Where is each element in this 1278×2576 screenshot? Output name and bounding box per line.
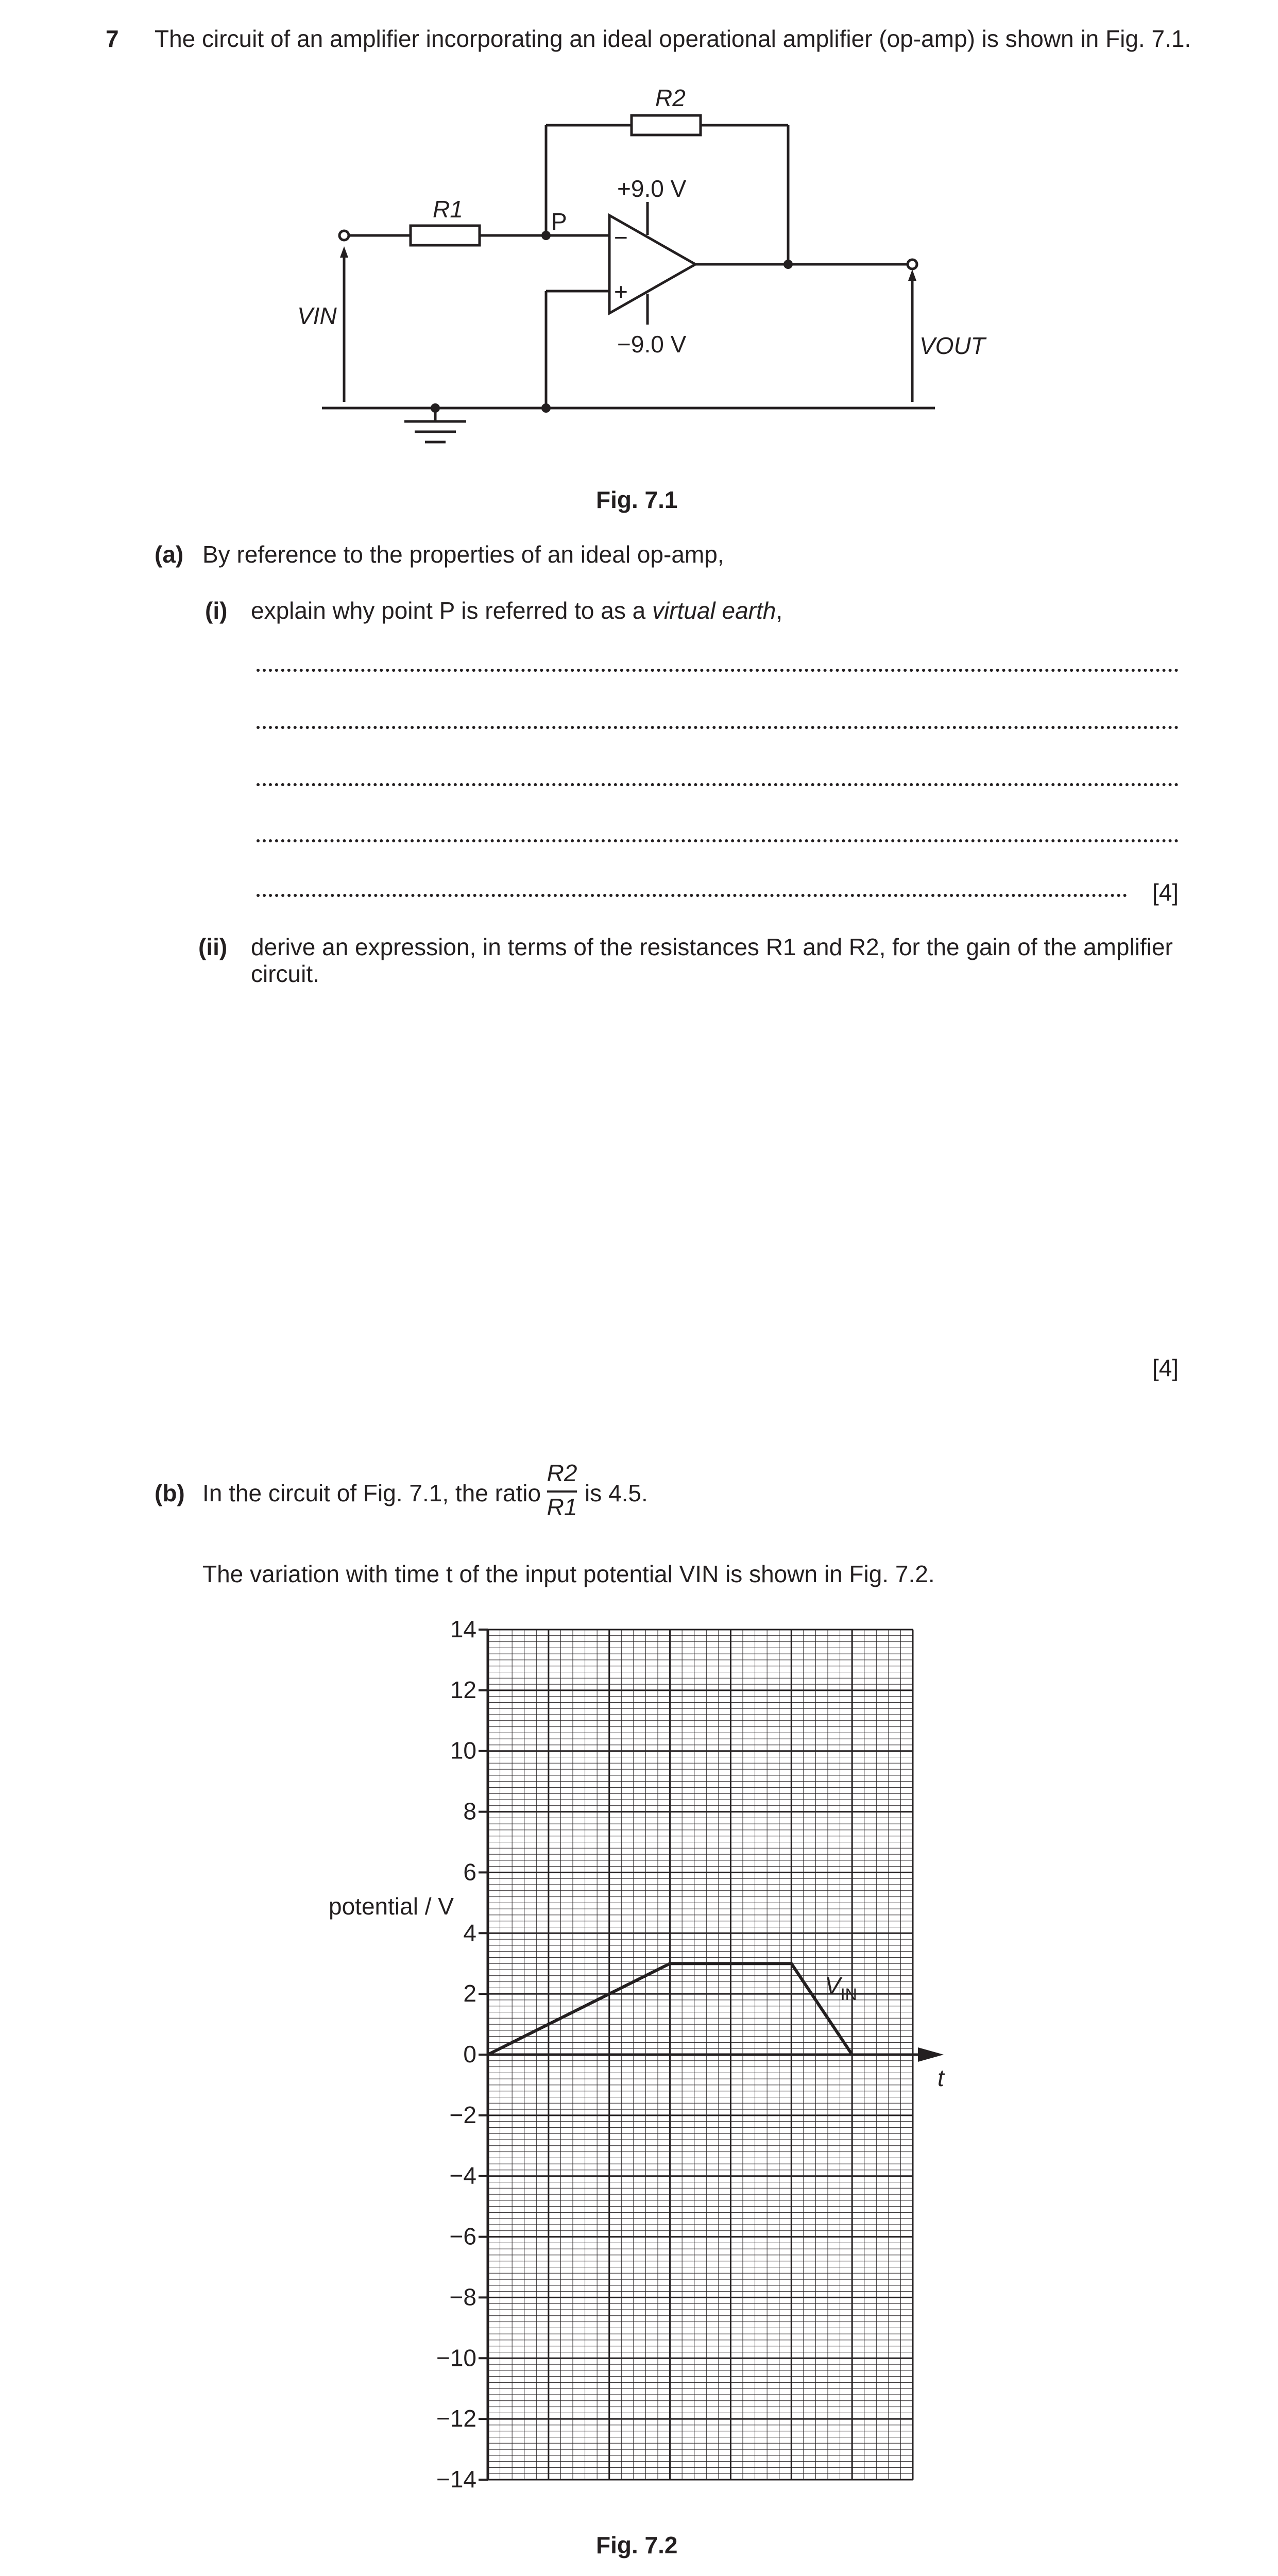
y-tick-label: 10	[450, 1737, 476, 1764]
vminus-label: −9.0 V	[617, 331, 687, 358]
y-tick-label: −2	[449, 2101, 476, 2128]
marks-a-ii: [4]	[1152, 1354, 1179, 1381]
y-tick-label: 14	[450, 1616, 476, 1642]
r2-label: R2	[655, 84, 686, 111]
vplus-label: +9.0 V	[617, 175, 687, 202]
y-tick-label: −12	[436, 2405, 476, 2432]
y-axis-label: potential / V	[329, 1893, 454, 1920]
y-tick-label: −14	[436, 2466, 476, 2493]
y-tick-label: 0	[463, 2041, 476, 2067]
question-number: 7	[106, 25, 119, 52]
part-b-text-before: In the circuit of Fig. 7.1, the ratio	[202, 1480, 541, 1506]
x-axis-label: t	[938, 2064, 944, 2091]
r1-label: R1	[433, 196, 463, 223]
part-a-ii-line2: circuit.	[251, 960, 319, 987]
y-tick-label: −10	[436, 2344, 476, 2371]
part-b-variation-text: The variation with time t of the input potential VIN is shown in Fig. 7.2.	[202, 1561, 935, 1587]
y-tick-label: −4	[449, 2162, 476, 2189]
y-tick-label: 2	[463, 1980, 476, 2007]
part-a-text: By reference to the properties of an ideal op-amp,	[202, 541, 724, 568]
vin-label: VIN	[297, 302, 337, 329]
inverting-sign: −	[614, 224, 628, 251]
fig2-caption: Fig. 7.2	[596, 2532, 678, 2558]
noninverting-sign: +	[614, 278, 628, 305]
series-label-vin: $V_{IN}$	[825, 1972, 857, 2004]
marks-a-i: [4]	[1152, 879, 1179, 906]
y-tick-label: 6	[463, 1858, 476, 1886]
fig1-caption: Fig. 7.1	[596, 486, 678, 513]
x-axis-arrow	[918, 2047, 944, 2062]
part-a-label: (a)	[155, 541, 184, 568]
part-a-i-label: (i)	[205, 597, 228, 624]
y-tick-label: 8	[463, 1798, 476, 1825]
question-intro: The circuit of an amplifier incorporating an ideal operational amplifier (op-amp) is shown in Fig. 7.1.	[155, 25, 1191, 52]
part-a-ii-label: (ii)	[198, 934, 228, 960]
y-tick-label: 4	[463, 1919, 476, 1946]
p-label: P	[551, 208, 567, 235]
y-tick-label: −6	[449, 2223, 476, 2250]
part-a-i-text: explain why point P is referred to as a virtual earth,	[251, 597, 783, 624]
y-tick-label: −8	[449, 2283, 476, 2311]
part-b-label: (b)	[155, 1480, 185, 1506]
vout-label: VOUT	[919, 332, 985, 359]
ratio-numerator: R2	[547, 1460, 577, 1486]
y-tick-label: 12	[450, 1676, 476, 1703]
part-b-text-after: is 4.5.	[585, 1480, 648, 1506]
ratio-denominator: R1	[547, 1494, 577, 1520]
part-a-ii-line1: derive an expression, in terms of the resistances R1 and R2, for the gain of the amplifier	[251, 934, 1173, 960]
